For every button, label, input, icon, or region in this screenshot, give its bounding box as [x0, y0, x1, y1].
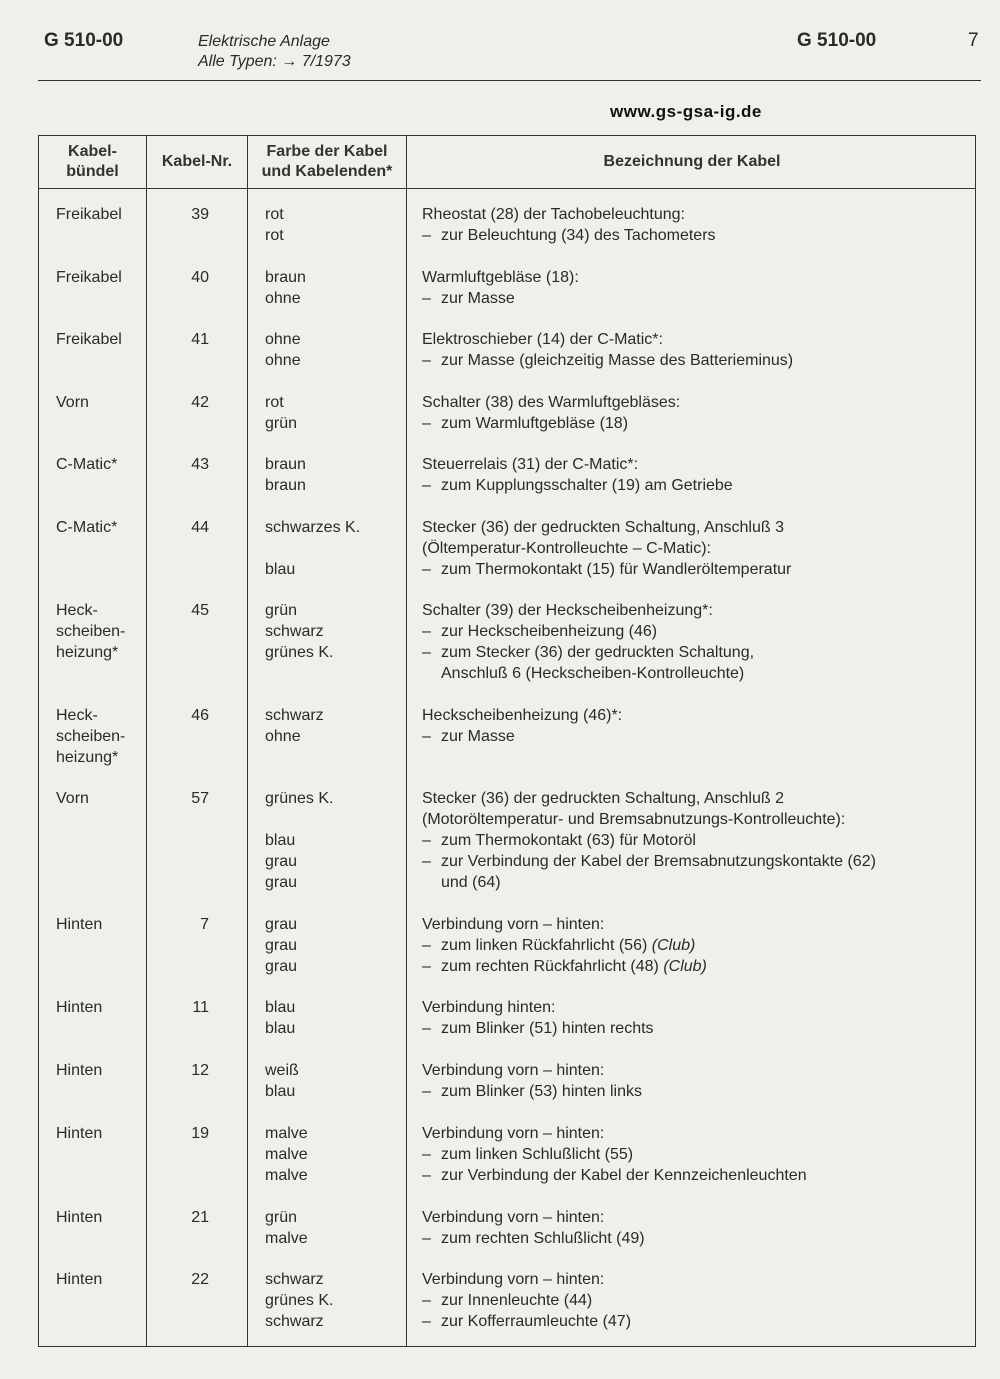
description-text: zum Warmluftgebläse (18)	[441, 415, 629, 432]
description-heading-line	[422, 788, 962, 809]
cable-description-cell	[422, 517, 962, 580]
cable-description-cell	[422, 454, 962, 496]
column-divider	[146, 136, 147, 1346]
description-text: zum Stecker (36) der gedruckten Schaltung,	[441, 644, 755, 661]
site-url: www.gs-gsa-ig.de	[610, 102, 762, 121]
cable-table	[38, 135, 976, 1347]
cable-color-text: grün	[265, 602, 298, 619]
description-heading-line	[422, 392, 962, 413]
description-text: Verbindung vorn – hinten:	[422, 916, 605, 933]
dash-bullet: –	[422, 1313, 431, 1330]
description-text: zur Kofferraumleuchte (47)	[441, 1313, 632, 1330]
cable-color-text: braun	[265, 269, 306, 286]
cable-color-text	[265, 538, 405, 559]
description-text: zur Masse	[441, 290, 515, 307]
dash-bullet: –	[422, 561, 431, 578]
cable-color-text: malve	[265, 1146, 308, 1163]
cable-color-cell	[265, 329, 405, 371]
cable-color-text: braun	[265, 456, 306, 473]
cable-color-cell	[265, 914, 405, 977]
description-bullet-line	[422, 956, 962, 977]
cable-number-cell: 43	[191, 456, 209, 473]
cable-color-text: grün	[265, 1209, 298, 1226]
description-heading-line	[422, 914, 962, 935]
cable-description-cell	[422, 1123, 962, 1186]
description-text: zum Thermokontakt (15) für Wandleröltemperatur	[441, 561, 792, 578]
cable-bundle-text: Heck-	[56, 707, 98, 724]
cable-description-cell	[422, 788, 962, 893]
description-heading-line	[422, 705, 962, 726]
cable-color-cell	[265, 788, 405, 893]
cable-description-cell	[422, 914, 962, 977]
cable-color-text	[265, 809, 405, 830]
description-text: zur Masse (gleichzeitig Masse des Batterieminus)	[441, 352, 794, 369]
description-bullet-line	[422, 830, 962, 851]
cable-bundle-text: heizung*	[56, 644, 119, 661]
cable-color-text: grünes K.	[265, 790, 334, 807]
column-divider	[406, 136, 407, 1346]
description-text: Verbindung vorn – hinten:	[422, 1209, 605, 1226]
cable-bundle-text: C-Matic*	[56, 519, 118, 536]
subtitle-line-1: Elektrische Anlage	[198, 33, 330, 50]
dash-bullet: –	[422, 1230, 431, 1247]
cable-bundle-text: Hinten	[56, 999, 103, 1016]
cable-number-cell: 45	[191, 602, 209, 619]
cable-color-text: blau	[265, 1020, 296, 1037]
page-number: 7	[968, 30, 979, 51]
col-header-color	[248, 136, 406, 188]
cable-bundle-cell	[56, 1207, 146, 1228]
cable-bundle-text: Vorn	[56, 790, 89, 807]
description-bullet-line	[422, 225, 962, 246]
description-heading-line	[422, 329, 962, 350]
description-text: Stecker (36) der gedruckten Schaltung, Anschluß 3	[422, 519, 784, 536]
description-heading-line	[422, 267, 962, 288]
dash-bullet: –	[422, 853, 431, 870]
cable-color-cell	[265, 997, 405, 1039]
cable-color-text: schwarz	[265, 707, 324, 724]
cable-bundle-text: Vorn	[56, 394, 89, 411]
cable-color-cell	[265, 1060, 405, 1102]
description-bullet-line	[422, 350, 962, 371]
cable-color-text: schwarzes K.	[265, 519, 361, 536]
description-bullet-line	[422, 1290, 962, 1311]
description-bullet-line	[422, 475, 962, 496]
cable-bundle-text: scheiben-	[56, 623, 126, 640]
cable-bundle-cell	[56, 329, 146, 350]
description-bullet-line	[422, 1311, 962, 1332]
cable-number-cell: 40	[191, 269, 209, 286]
cable-bundle-cell	[56, 517, 146, 538]
document-code-left: G 510-00	[44, 30, 124, 51]
cable-color-text: grau	[265, 937, 298, 954]
cable-bundle-text: C-Matic*	[56, 456, 118, 473]
cable-number-cell: 21	[191, 1209, 209, 1226]
dash-bullet: –	[422, 832, 431, 849]
cable-bundle-text: scheiben-	[56, 728, 126, 745]
cable-color-text: blau	[265, 1083, 296, 1100]
cable-number-cell: 11	[192, 999, 209, 1016]
cable-bundle-cell	[56, 1123, 146, 1144]
cable-bundle-cell	[56, 1269, 146, 1290]
cable-bundle-text: Hinten	[56, 1271, 103, 1288]
description-bullet-line	[422, 559, 962, 580]
description-text: Stecker (36) der gedruckten Schaltung, Anschluß 2	[422, 790, 784, 807]
cable-color-text: blau	[265, 999, 296, 1016]
dash-bullet: –	[422, 1083, 431, 1100]
cable-bundle-text: Hinten	[56, 916, 103, 933]
description-text: Elektroschieber (14) der C-Matic*:	[422, 331, 663, 348]
description-text: Schalter (38) des Warmluftgebläses:	[422, 394, 681, 411]
cable-description-cell	[422, 1207, 962, 1249]
description-text: zum rechten Rückfahrlicht (48)	[441, 958, 659, 975]
cable-color-text: ohne	[265, 290, 301, 307]
cable-bundle-text: Freikabel	[56, 269, 122, 286]
dash-bullet: –	[422, 227, 431, 244]
cable-description-cell	[422, 204, 962, 246]
cable-bundle-text: Hinten	[56, 1125, 103, 1142]
description-text: zur Verbindung der Kabel der Kennzeichenleuchten	[441, 1167, 807, 1184]
description-text: zum Blinker (51) hinten rechts	[441, 1020, 654, 1037]
description-bullet-line	[422, 935, 962, 956]
description-text: Anschluß 6 (Heckscheiben-Kontrolleuchte)	[441, 665, 745, 682]
cable-color-text: grünes K.	[265, 1292, 334, 1309]
cable-color-text: malve	[265, 1230, 308, 1247]
description-heading-line	[422, 600, 962, 621]
cable-color-text: grau	[265, 958, 298, 975]
description-heading-line	[422, 204, 962, 225]
cable-color-cell	[265, 517, 405, 580]
cable-color-text: malve	[265, 1167, 308, 1184]
cable-bundle-cell	[56, 705, 146, 768]
col-header-color-line2: und Kabelenden*	[261, 163, 393, 180]
description-heading-line	[422, 1269, 962, 1290]
cable-bundle-text: Hinten	[56, 1209, 103, 1226]
description-heading-line	[422, 809, 962, 830]
cable-bundle-cell	[56, 997, 146, 1018]
description-text: zur Heckscheibenheizung (46)	[441, 623, 658, 640]
description-bullet-line	[422, 1228, 962, 1249]
description-text: Rheostat (28) der Tachobeleuchtung:	[422, 206, 685, 223]
cable-description-cell	[422, 1269, 962, 1332]
description-text: zur Verbindung der Kabel der Bremsabnutzungskontakte (62)	[441, 853, 876, 870]
description-bullet-line	[422, 1165, 962, 1186]
cable-color-text: blau	[265, 561, 296, 578]
cable-bundle-cell	[56, 600, 146, 663]
description-text: (Motoröltemperatur- und Bremsabnutzungs-Kontrolleuchte):	[422, 811, 846, 828]
cable-bundle-cell	[56, 1060, 146, 1081]
description-text: zum linken Rückfahrlicht (56)	[441, 937, 648, 954]
description-text: (Öltemperatur-Kontrolleuchte – C-Matic):	[422, 540, 711, 557]
description-text: Verbindung vorn – hinten:	[422, 1125, 605, 1142]
cable-color-text: rot	[265, 227, 284, 244]
cable-color-text: grau	[265, 874, 298, 891]
column-divider	[247, 136, 248, 1346]
cable-color-text: ohne	[265, 331, 301, 348]
description-text: zum Thermokontakt (63) für Motoröl	[441, 832, 696, 849]
description-text: Verbindung hinten:	[422, 999, 556, 1016]
dash-bullet: –	[422, 644, 431, 661]
description-bullet-line	[422, 413, 962, 434]
description-bullet-line	[422, 851, 962, 872]
description-bullet-line	[422, 726, 962, 747]
cable-bundle-text: Hinten	[56, 1062, 103, 1079]
cable-number-cell: 57	[191, 790, 209, 807]
cable-description-cell	[422, 329, 962, 371]
col-header-nr: Kabel-Nr.	[161, 153, 233, 170]
description-text: und (64)	[441, 874, 501, 891]
description-heading-line	[422, 454, 962, 475]
col-header-color-line1: Farbe der Kabel	[266, 143, 388, 160]
col-header-desc: Bezeichnung der Kabel	[603, 153, 781, 170]
description-text: zur Masse	[441, 728, 515, 745]
description-continuation-line	[422, 663, 962, 684]
dash-bullet: –	[422, 290, 431, 307]
description-bullet-line	[422, 288, 962, 309]
header-subtitle	[198, 32, 351, 72]
description-heading-line	[422, 538, 962, 559]
col-header-bundle	[39, 136, 146, 188]
subtitle-line-2: Alle Typen: → 7/1973	[198, 53, 351, 70]
dash-bullet: –	[422, 477, 431, 494]
description-heading-line	[422, 997, 962, 1018]
cable-color-text: braun	[265, 477, 306, 494]
cable-color-text: grau	[265, 916, 298, 933]
cable-color-cell	[265, 204, 405, 246]
cable-number-cell: 46	[191, 707, 209, 724]
cable-description-cell	[422, 997, 962, 1039]
cable-color-text: weiß	[265, 1062, 299, 1079]
cable-color-cell	[265, 392, 405, 434]
dash-bullet: –	[422, 352, 431, 369]
cable-color-text: schwarz	[265, 623, 324, 640]
col-header-bundle-line2: bündel	[66, 163, 119, 180]
cable-bundle-text: Freikabel	[56, 331, 122, 348]
cable-bundle-cell	[56, 267, 146, 288]
dash-bullet: –	[422, 1020, 431, 1037]
description-heading-line	[422, 1060, 962, 1081]
cable-color-text: malve	[265, 1125, 308, 1142]
dash-bullet: –	[422, 958, 431, 975]
description-text: Verbindung vorn – hinten:	[422, 1271, 605, 1288]
cable-color-text: schwarz	[265, 1271, 324, 1288]
cable-color-text: rot	[265, 206, 284, 223]
description-bullet-line	[422, 642, 962, 663]
cable-bundle-cell	[56, 204, 146, 225]
description-text: zum linken Schlußlicht (55)	[441, 1146, 634, 1163]
description-bullet-line	[422, 1081, 962, 1102]
cable-number-cell: 22	[191, 1271, 209, 1288]
cable-description-cell	[422, 1060, 962, 1102]
cable-bundle-cell	[56, 914, 146, 935]
cable-bundle-text: Heck-	[56, 602, 98, 619]
description-text: Schalter (39) der Heckscheibenheizung*:	[422, 602, 713, 619]
description-text: zum Kupplungsschalter (19) am Getriebe	[441, 477, 733, 494]
col-header-bundle-line1: Kabel-	[68, 143, 117, 160]
description-bullet-line	[422, 1144, 962, 1165]
description-continuation-line	[422, 872, 962, 893]
description-text: Steuerrelais (31) der C-Matic*:	[422, 456, 639, 473]
cable-color-cell	[265, 267, 405, 309]
cable-bundle-text: heizung*	[56, 749, 119, 766]
dash-bullet: –	[422, 728, 431, 745]
dash-bullet: –	[422, 937, 431, 954]
cable-description-cell	[422, 600, 962, 684]
cable-number-cell: 39	[191, 206, 209, 223]
description-heading-line	[422, 1123, 962, 1144]
description-text: Warmluftgebläse (18):	[422, 269, 579, 286]
cable-bundle-cell	[56, 454, 146, 475]
cable-color-cell	[265, 1123, 405, 1186]
model-note: (Club)	[663, 958, 707, 975]
cable-number-cell: 12	[191, 1062, 209, 1079]
cable-color-text: schwarz	[265, 1313, 324, 1330]
dash-bullet: –	[422, 1146, 431, 1163]
cable-description-cell	[422, 392, 962, 434]
cable-color-cell	[265, 1269, 405, 1332]
cable-number-cell: 42	[191, 394, 209, 411]
cable-description-cell	[422, 705, 962, 747]
description-heading-line	[422, 517, 962, 538]
dash-bullet: –	[422, 1292, 431, 1309]
header-row-divider	[39, 188, 975, 189]
model-note: (Club)	[651, 937, 696, 954]
description-heading-line	[422, 1207, 962, 1228]
cable-bundle-cell	[56, 788, 146, 809]
cable-number-cell: 44	[191, 519, 209, 536]
cable-bundle-text: Freikabel	[56, 206, 122, 223]
cable-number-cell: 7	[200, 916, 209, 933]
cable-number-cell: 41	[191, 331, 209, 348]
description-text: zum rechten Schlußlicht (49)	[441, 1230, 645, 1247]
cable-color-text: grün	[265, 415, 298, 432]
description-text: zur Beleuchtung (34) des Tachometers	[441, 227, 716, 244]
description-text: zum Blinker (53) hinten links	[441, 1083, 642, 1100]
cable-color-cell	[265, 1207, 405, 1249]
cable-color-text: ohne	[265, 352, 301, 369]
dash-bullet: –	[422, 623, 431, 640]
cable-color-cell	[265, 705, 405, 747]
cable-color-text: grünes K.	[265, 644, 334, 661]
cable-color-cell	[265, 600, 405, 663]
cable-bundle-cell	[56, 392, 146, 413]
cable-color-text: rot	[265, 394, 284, 411]
description-text: zur Innenleuchte (44)	[441, 1292, 593, 1309]
description-text: Heckscheibenheizung (46)*:	[422, 707, 623, 724]
cable-number-cell: 19	[191, 1125, 209, 1142]
description-bullet-line	[422, 1018, 962, 1039]
document-code-right: G 510-00	[797, 30, 877, 51]
cable-color-text: ohne	[265, 728, 301, 745]
header-divider	[38, 80, 981, 81]
description-bullet-line	[422, 621, 962, 642]
cable-description-cell	[422, 267, 962, 309]
description-text: Verbindung vorn – hinten:	[422, 1062, 605, 1079]
cable-color-text: grau	[265, 853, 298, 870]
cable-color-text: blau	[265, 832, 296, 849]
dash-bullet: –	[422, 415, 431, 432]
cable-color-cell	[265, 454, 405, 496]
dash-bullet: –	[422, 1167, 431, 1184]
